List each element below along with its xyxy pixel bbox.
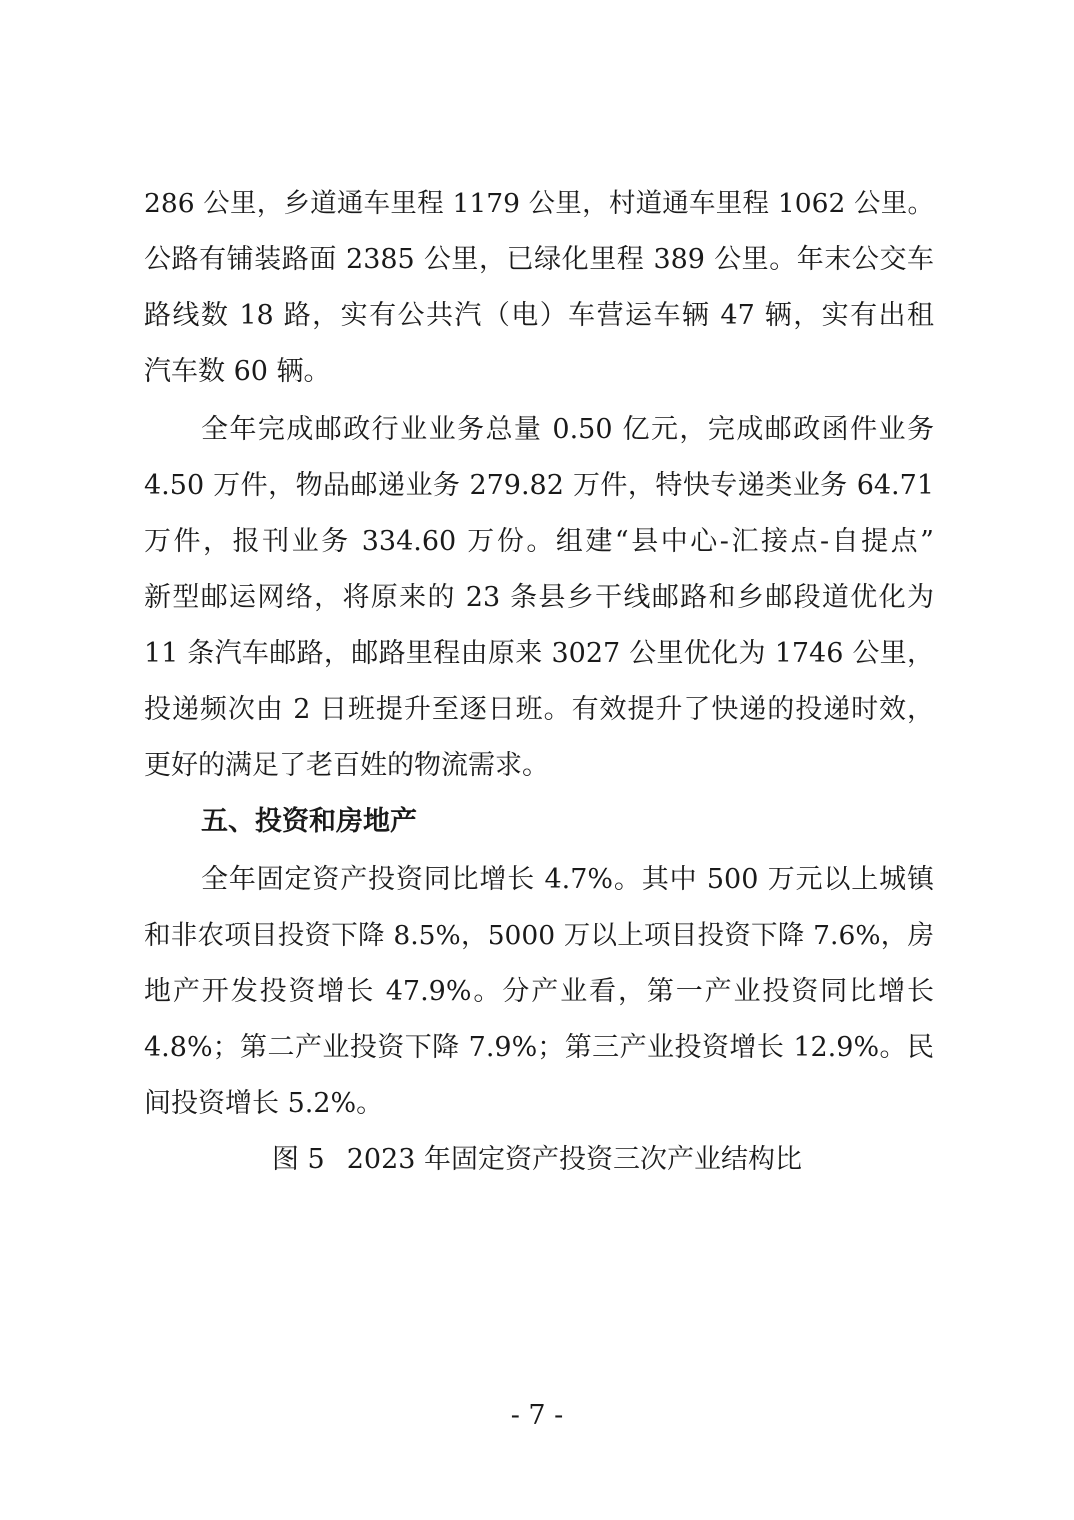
- page-number: - 7 -: [510, 1400, 564, 1431]
- paragraph-2-line-4: 新型邮运网络，将原来的 23 条县乡干线邮路和乡邮段道优化为: [144, 582, 934, 613]
- paragraph-2-line-1: 全年完成邮政行业业务总量 0.50 亿元，完成邮政函件业务: [201, 414, 934, 445]
- paragraph-1-line-3: 路线数 18 路，实有公共汽（电）车营运车辆 47 辆，实有出租: [144, 300, 934, 331]
- paragraph-2-line-7: 更好的满足了老百姓的物流需求。: [144, 750, 549, 781]
- figure-title: 2023 年固定资产投资三次产业结构比: [346, 1144, 803, 1175]
- paragraph-2-line-2: 4.50 万件，物品邮递业务 279.82 万件，特快专递类业务 64.71: [144, 470, 934, 501]
- paragraph-2-line-5: 11 条汽车邮路，邮路里程由原来 3027 公里优化为 1746 公里，: [144, 638, 934, 669]
- paragraph-2-line-6: 投递频次由 2 日班提升至逐日班。有效提升了快递的投递时效，: [144, 694, 934, 725]
- paragraph-1-line-4: 汽车数 60 辆。: [144, 356, 331, 387]
- paragraph-3-line-4: 4.8%；第二产业投资下降 7.9%；第三产业投资增长 12.9%。民: [144, 1032, 934, 1063]
- paragraph-1-line-1: 286 公里，乡道通车里程 1179 公里，村道通车里程 1062 公里。: [144, 188, 934, 219]
- paragraph-3-line-1: 全年固定资产投资同比增长 4.7%。其中 500 万元以上城镇: [201, 864, 934, 895]
- figure-caption: [0, 1140, 1074, 1180]
- paragraph-2-line-3: 万件，报刊业务 334.60 万份。组建“县中心-汇接点-自提点”: [144, 526, 934, 557]
- paragraph-3-line-2: 和非农项目投资下降 8.5%，5000 万以上项目投资下降 7.6%，房: [144, 920, 934, 951]
- section-heading: 五、投资和房地产: [201, 806, 417, 837]
- figure-label: 图 5: [271, 1144, 325, 1175]
- paragraph-1-line-2: 公路有铺装路面 2385 公里，已绿化里程 389 公里。年末公交车: [144, 244, 934, 275]
- paragraph-3-line-3: 地产开发投资增长 47.9%。分产业看，第一产业投资同比增长: [144, 976, 934, 1007]
- paragraph-3-line-5: 间投资增长 5.2%。: [144, 1088, 384, 1119]
